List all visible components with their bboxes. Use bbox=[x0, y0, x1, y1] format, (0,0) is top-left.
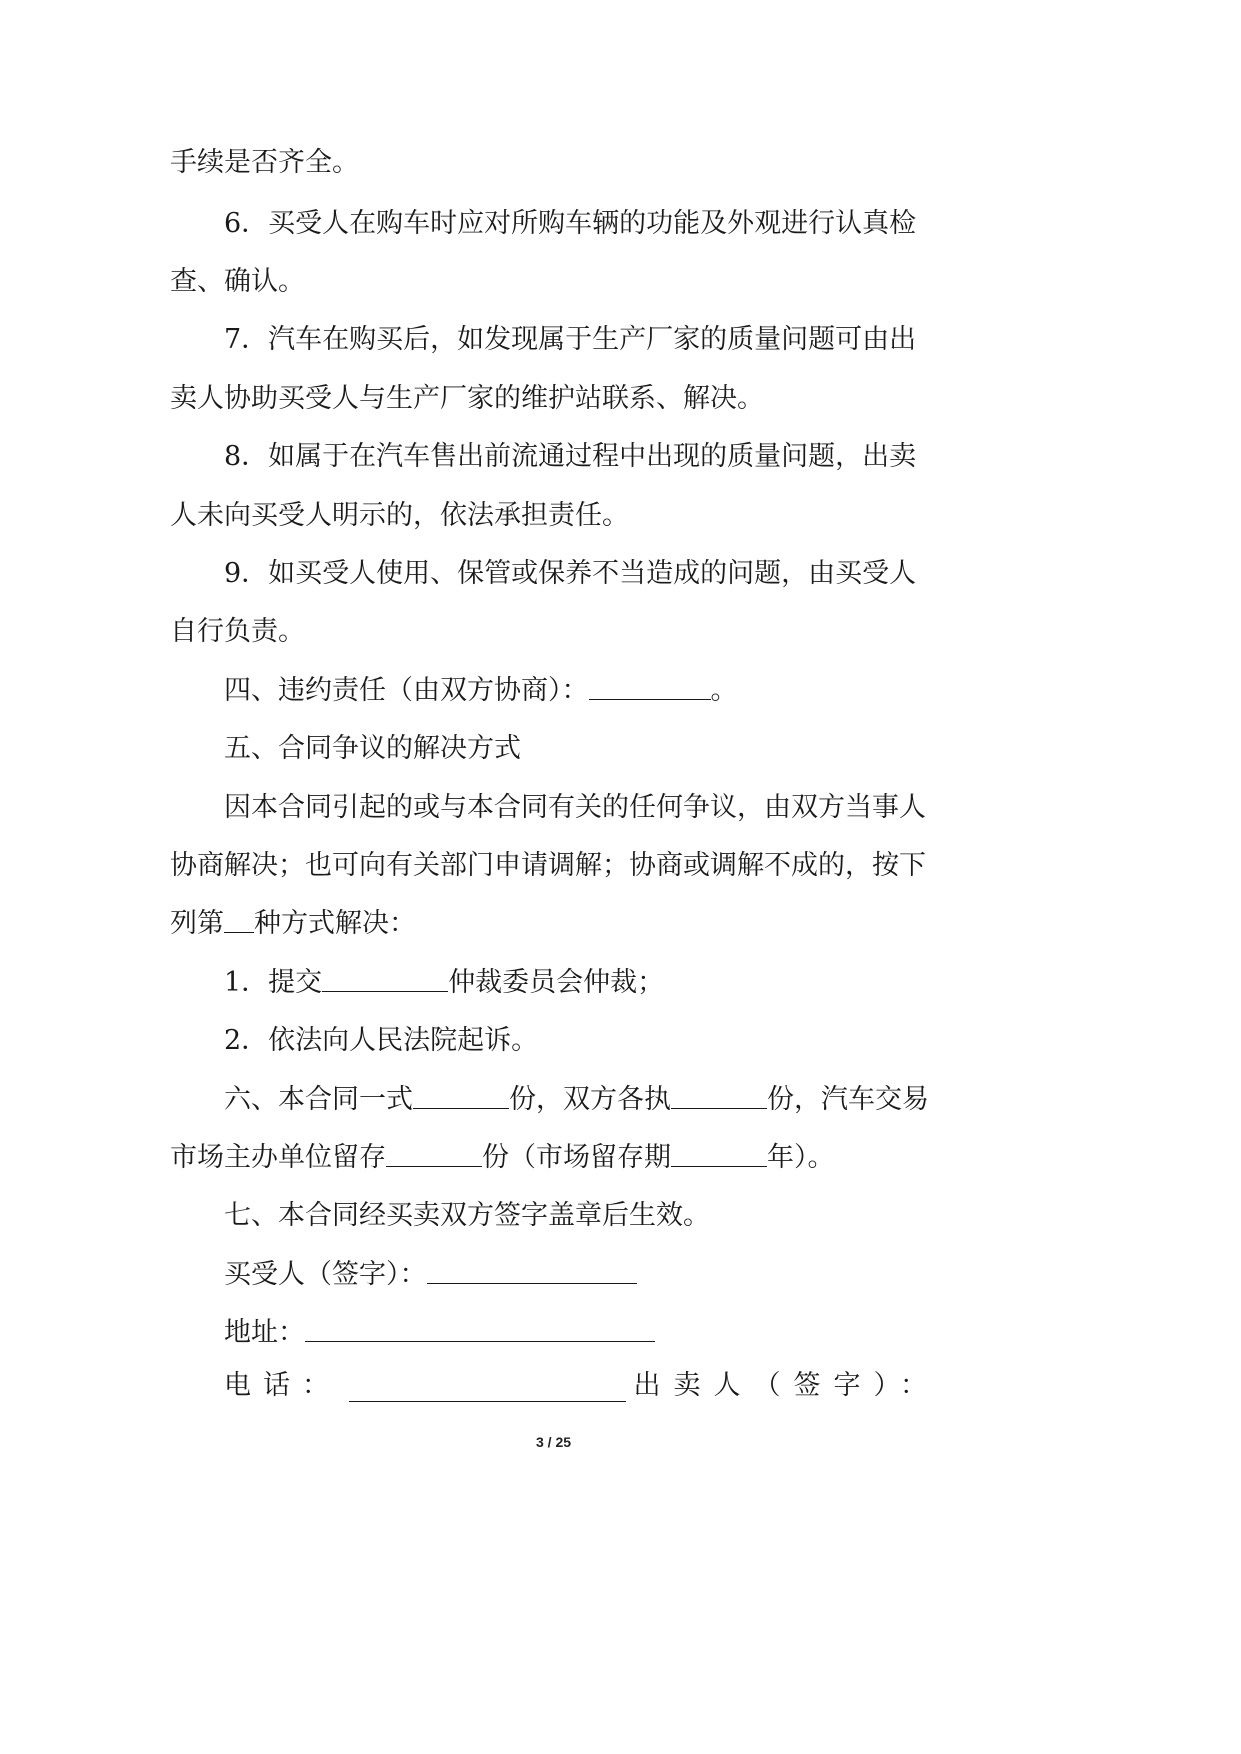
blank-field bbox=[413, 1080, 509, 1109]
clause-8: 8．如属于在汽车售出前流通过程中出现的质量问题，出卖 bbox=[224, 441, 917, 472]
buyer-signature-line: 买受人（签字）： bbox=[224, 1251, 940, 1299]
blank-field bbox=[671, 1080, 767, 1109]
clause-6: 6．买受人在购车时应对所购车辆的功能及外观进行认真检 bbox=[224, 208, 917, 239]
clause-7: 7．汽车在购买后，如发现属于生产厂家的质量问题可由出 bbox=[224, 324, 917, 355]
blank-field bbox=[671, 1138, 767, 1167]
text-line: 手续是否齐全。 bbox=[170, 147, 359, 178]
blank-field bbox=[224, 904, 254, 933]
text-line: 人未向买受人明示的，依法承担责任。 bbox=[170, 500, 629, 531]
address-line: 地址： bbox=[224, 1309, 940, 1357]
text-line: 列第 种方式解决： bbox=[170, 900, 940, 948]
text-line: 卖人协助买受人与生产厂家的维护站联系、解决。 bbox=[170, 383, 764, 414]
text-line: 市场主办单位留存 份（市场留存期 年）。 bbox=[170, 1134, 940, 1182]
section-6-copies: 六、本合同一式 份，双方各执 份，汽车交易 bbox=[224, 1076, 940, 1124]
blank-field bbox=[589, 671, 711, 700]
page-number: 3 / 25 bbox=[535, 1434, 572, 1450]
option-1: 1．提交 仲裁委员会仲裁； bbox=[224, 959, 940, 1007]
blank-field bbox=[386, 1138, 482, 1167]
clause-9: 9．如买受人使用、保管或保养不当造成的问题，由买受人 bbox=[224, 558, 917, 589]
dispute-paragraph: 因本合同引起的或与本合同有关的任何争议，由双方当事人 bbox=[224, 792, 926, 823]
blank-field bbox=[322, 963, 448, 992]
section-4-liability: 四、违约责任（由双方协商）： 。 bbox=[224, 667, 940, 715]
blank-field bbox=[349, 1373, 626, 1402]
blank-field bbox=[305, 1313, 655, 1342]
text-line: 自行负责。 bbox=[170, 616, 305, 647]
section-7-effect: 七、本合同经买卖双方签字盖章后生效。 bbox=[224, 1200, 710, 1231]
text-line: 协商解决；也可向有关部门申请调解；协商或调解不成的，按下 bbox=[170, 850, 926, 881]
option-2: 2．依法向人民法院起诉。 bbox=[224, 1025, 539, 1056]
blank-field bbox=[427, 1255, 637, 1284]
text-line: 查、确认。 bbox=[170, 266, 305, 297]
phone-seller-line: 电话： 出卖人（签字）： bbox=[224, 1370, 940, 1401]
section-5-heading: 五、合同争议的解决方式 bbox=[224, 733, 521, 764]
